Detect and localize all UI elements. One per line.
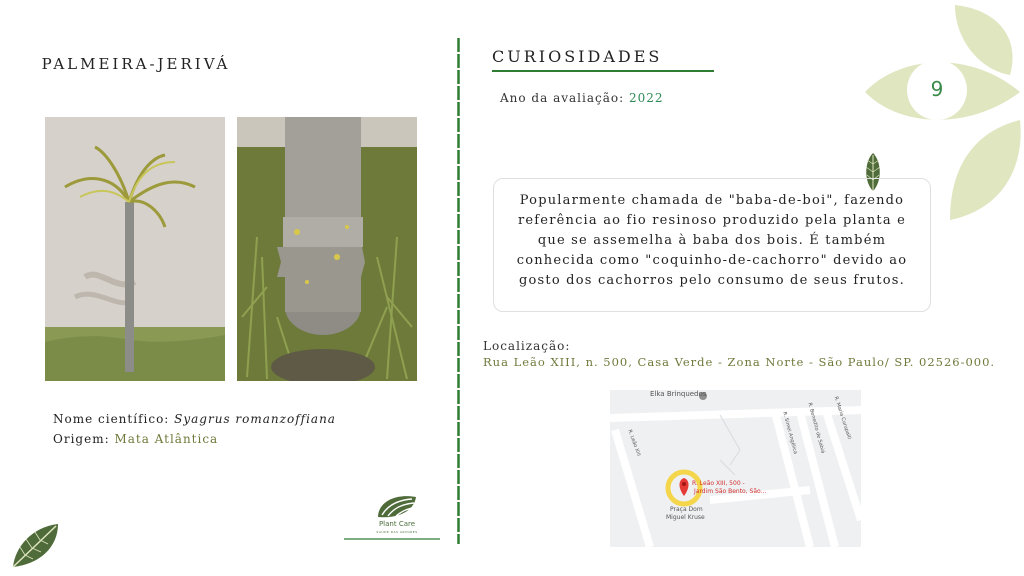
location-address: Rua Leão XIII, n. 500, Casa Verde - Zona Norte - São Paulo/ SP. 02526-000. xyxy=(483,355,996,369)
map-square-label-2: Miguel Kruse xyxy=(666,514,705,521)
scientific-name-value: Syagrus romanzoffiana xyxy=(174,412,336,426)
map-pin-label-2: Jardim São Bento, São... xyxy=(694,488,767,495)
location-map[interactable] xyxy=(610,390,861,547)
decorative-leaf-bottom-left xyxy=(10,522,62,570)
evaluation-year-label: Ano da avaliação: xyxy=(500,91,629,105)
map-poi-label: Elka Brinquedos xyxy=(650,390,707,398)
map-street-1: R. Leão XIII xyxy=(626,428,642,458)
logo-name: Plant Care xyxy=(378,520,416,528)
scientific-name-line xyxy=(53,412,336,426)
scientific-name-label: Nome científico: xyxy=(53,412,175,426)
logo-underline xyxy=(344,537,440,541)
section-title-underline xyxy=(492,69,714,73)
plant-title: PALMEIRA-JERIVÁ xyxy=(41,55,231,73)
location-label: Localização: xyxy=(483,339,571,353)
map-square-label-1: Praça Dom xyxy=(670,506,703,513)
origin-label: Origem: xyxy=(53,432,115,446)
origin-line xyxy=(53,432,218,446)
page-number: 9 xyxy=(930,77,944,101)
evaluation-year-line xyxy=(500,91,664,105)
description-box: Popularmente chamada de "baba-de-boi", fazendo referência ao fio resinoso produzido pela planta e que se assemelha à baba dos bois. É também conhecida como "coquinho-de-cachorro" devido ao gosto dos cachorros pelo consumo de seus frutos. xyxy=(493,178,931,312)
logo-subtitle: SAÚDE DAS ÁRVORES xyxy=(376,530,418,534)
evaluation-year-value: 2022 xyxy=(628,91,664,105)
map-street-3: R. Benedito de Sabiá xyxy=(806,402,826,454)
map-street-2: R. Simei Angélica xyxy=(781,411,799,455)
trunk-photo xyxy=(237,117,417,381)
section-title: CURIOSIDADES xyxy=(492,47,663,66)
plant-care-logo-icon xyxy=(374,491,420,521)
vertical-divider xyxy=(456,38,461,544)
map-pin-label-1: R. Leão XIII, 500 - xyxy=(692,480,745,487)
origin-value: Mata Atlântica xyxy=(114,432,219,446)
palm-photo xyxy=(45,117,225,381)
map-street-4: R. Maria Curupaiti xyxy=(832,395,853,441)
